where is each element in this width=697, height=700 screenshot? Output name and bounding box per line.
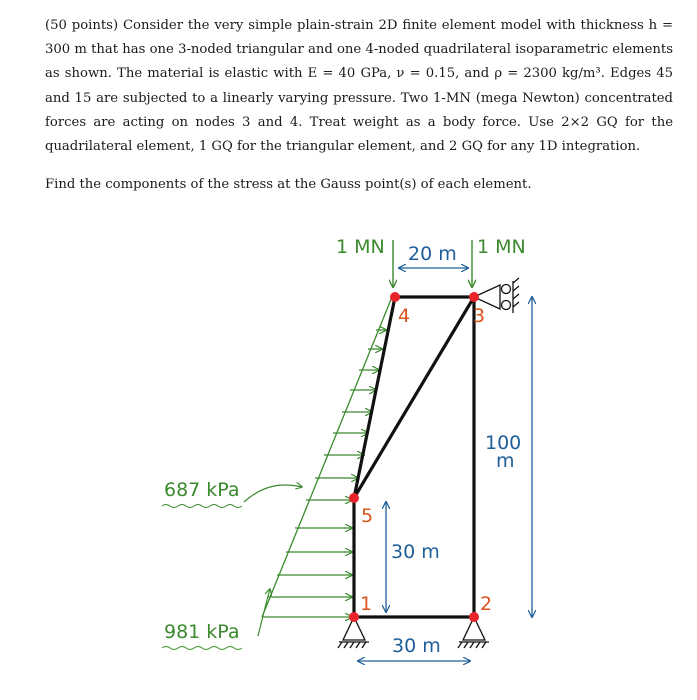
dim-label-node5: 30 m xyxy=(391,541,440,563)
node-1-dot xyxy=(349,612,359,622)
node-4-dot xyxy=(390,292,400,302)
triangle-edges xyxy=(354,297,474,498)
nodes xyxy=(349,292,479,622)
problem-text: (50 points) Consider the very simple plain-strain 2D finite element model with thickness h = 300 m that has one 3-noded triangular and one 4-noded quadrilateral isoparametric elements as shown. The material is elastic with E = 40 GPa, ν = 0.15, and ρ = 2300 kg/m³. Edges 45 and 15 are subjected to a linearly varying pressure. Two 1-MN (mega Newton) concentrated forces are acting on nodes 3 and 4. Treat weight as a body force. Use 2×2 GQ for the quadrilateral element, 1 GQ for the triangular element, and 2 GQ for any 1D integration. xyxy=(45,18,673,155)
underline-981 xyxy=(162,647,242,650)
node-label-4: 4 xyxy=(398,305,411,327)
node-label-3: 3 xyxy=(473,305,486,327)
pressure-label-top: 687 kPa xyxy=(164,479,240,501)
pressure-load xyxy=(262,297,392,617)
node-5-dot xyxy=(349,493,359,503)
force-label-left: 1 MN xyxy=(336,236,385,258)
pressure-envelope-line xyxy=(262,297,392,617)
node-2-dot xyxy=(469,612,479,622)
question-text: Find the components of the stress at the Gauss point(s) of each element. xyxy=(45,177,532,192)
node-3-dot xyxy=(469,292,479,302)
underline-687 xyxy=(162,505,242,508)
callout-arrow-687 xyxy=(244,485,302,502)
dim-label-height-2: m xyxy=(496,450,515,472)
dim-label-height-1: 100 xyxy=(485,432,522,454)
node-label-2: 2 xyxy=(480,593,493,615)
pressure-label-bottom: 981 kPa xyxy=(164,621,240,643)
callout-arrow-981 xyxy=(258,589,270,636)
node-label-1: 1 xyxy=(360,593,373,615)
force-label-right: 1 MN xyxy=(477,236,526,258)
node-label-5: 5 xyxy=(361,505,374,527)
dim-label-top: 20 m xyxy=(408,243,457,265)
dim-label-bottom: 30 m xyxy=(392,635,441,657)
